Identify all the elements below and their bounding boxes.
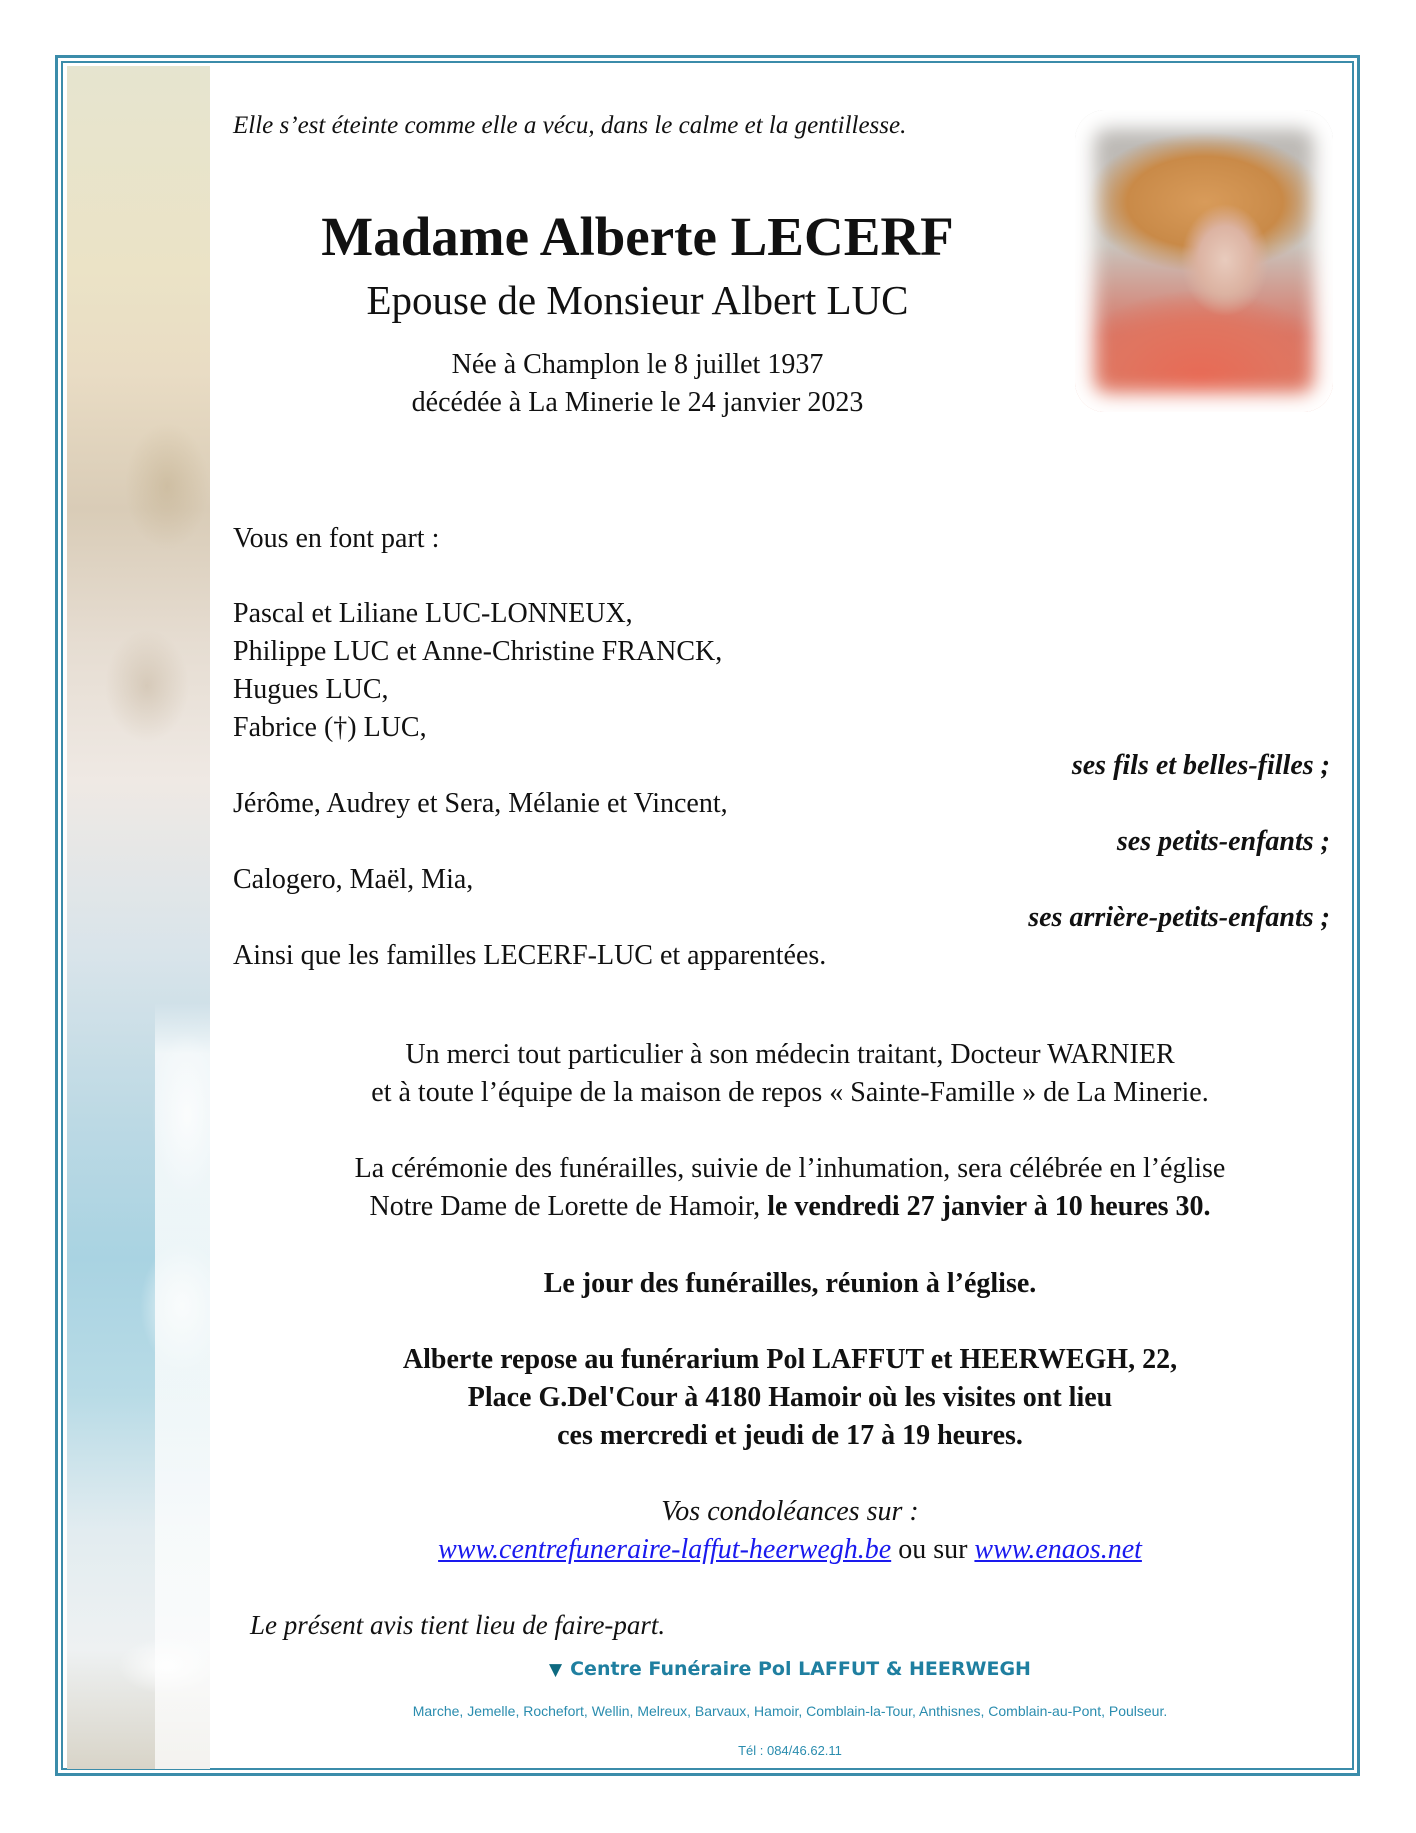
great-grandchildren-list: Calogero, Maël, Mia,: [233, 864, 474, 895]
company-cities: Marche, Jemelle, Rochefort, Wellin, Melreux, Barvaux, Hamoir, Comblain-la-Tour, Anthisnes, Comblain-au-Pont, Poulseur.: [412, 1703, 1168, 1719]
ceremony-location: Notre Dame de Lorette de Hamoir,: [369, 1191, 768, 1222]
intro-line: Vous en font part :: [233, 523, 440, 554]
families-line: Ainsi que les familles LECERF-LUC et apparentées.: [233, 940, 827, 971]
funeral-company: [240, 1658, 1340, 1680]
list-item: Pascal et Liliane LUC-LONNEUX,: [233, 598, 633, 629]
visitation-line-1: Alberte repose au funérarium Pol LAFFUT et HEERWEGH, 22,: [402, 1344, 1178, 1375]
great-grandchildren-relation: ses arrière-petits-enfants ;: [1028, 902, 1330, 933]
ceremony-datetime: le vendredi 27 janvier à 10 heures 30.: [767, 1191, 1211, 1222]
list-item: Philippe LUC et Anne-Christine FRANCK,: [233, 636, 723, 667]
visitation-line-2: Place G.Del'Cour à 4180 Hamoir où les visites ont lieu: [467, 1382, 1113, 1413]
grandchildren-list: Jérôme, Audrey et Sera, Mélanie et Vincent,: [233, 788, 728, 819]
company-phone: Tél : 084/46.62.11: [738, 1743, 842, 1758]
children-relation: ses fils et belles-filles ;: [1071, 750, 1330, 781]
triangle-down-icon: ▼: [549, 1660, 563, 1680]
condolences-block: [240, 1493, 1340, 1569]
snow-forest-image-strip: [67, 66, 210, 1769]
ceremony-line-2: [240, 1188, 1340, 1226]
thanks-line-1: Un merci tout particulier à son médecin traitant, Docteur WARNIER: [405, 1039, 1175, 1070]
link-separator: ou sur: [891, 1534, 975, 1565]
notice-disclaimer: Le présent avis tient lieu de faire-part.: [250, 1610, 666, 1640]
enaos-link[interactable]: www.enaos.net: [974, 1534, 1142, 1565]
list-item: Fabrice (†) LUC,: [233, 712, 427, 743]
birth-death-dates: [240, 346, 1035, 422]
ceremony-line-1: La cérémonie des funérailles, suivie de l’inhumation, sera célébrée en l’église: [354, 1153, 1226, 1184]
deceased-name: Madame Alberte LECERF: [321, 206, 954, 267]
thanks-line-2: et à toute l’équipe de la maison de repos « Sainte-Famille » de La Minerie.: [371, 1077, 1209, 1108]
portrait-photo: [1075, 110, 1333, 412]
spouse-line: Epouse de Monsieur Albert LUC: [366, 277, 909, 323]
thanks-block: [240, 1036, 1340, 1112]
grandchildren-relation: ses petits-enfants ;: [1116, 826, 1330, 857]
meeting-line: Le jour des funérailles, réunion à l’église.: [543, 1268, 1037, 1299]
ceremony-block: [240, 1150, 1340, 1226]
epitaph-quote: Elle s’est éteinte comme elle a vécu, dans le calme et la gentillesse.: [233, 112, 907, 139]
death-line: décédée à La Minerie le 24 janvier 2023: [411, 387, 864, 418]
list-item: Hugues LUC,: [233, 674, 389, 705]
condolences-label: Vos condoléances sur :: [661, 1496, 919, 1527]
visitation-line-3: ces mercredi et jeudi de 17 à 19 heures.: [557, 1420, 1023, 1451]
funeral-center-link[interactable]: www.centrefuneraire-laffut-heerwegh.be: [438, 1534, 892, 1565]
company-name: Centre Funéraire Pol LAFFUT & HEERWEGH: [570, 1658, 1031, 1680]
children-list: [233, 595, 722, 747]
birth-line: Née à Champlon le 8 juillet 1937: [451, 349, 824, 380]
visitation-block: [240, 1341, 1340, 1455]
condolences-links: [240, 1531, 1340, 1569]
